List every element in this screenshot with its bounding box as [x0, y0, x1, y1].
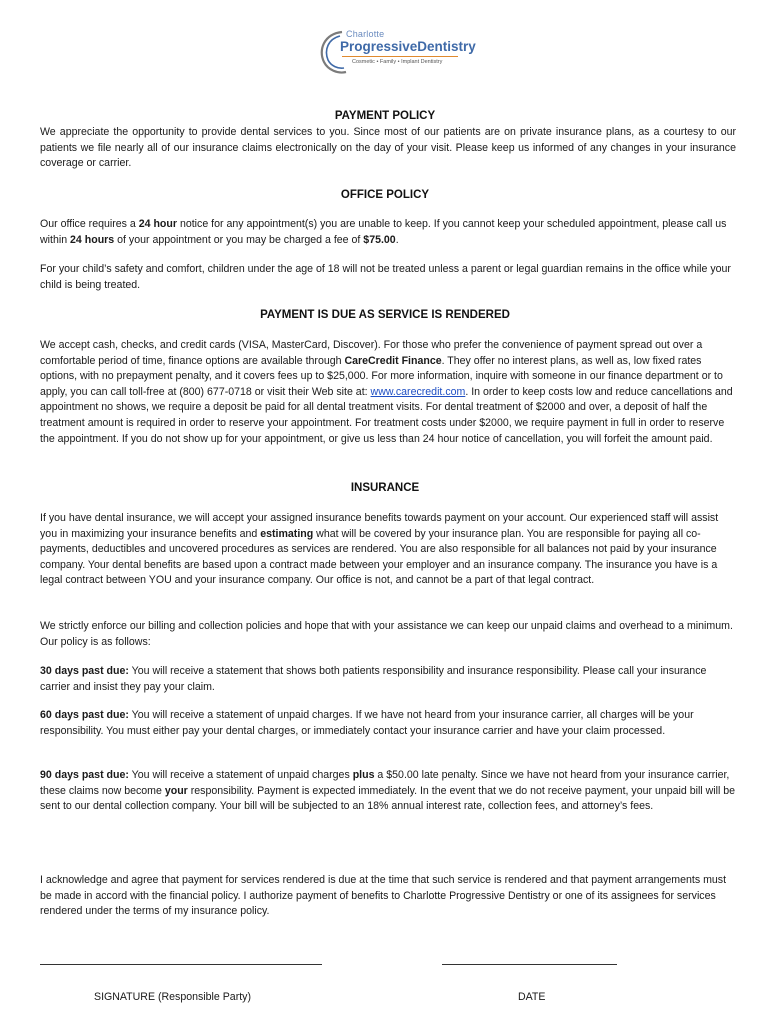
past-due-30-text: 30 days past due: You will receive a statement that shows both patients responsibility and insurance responsibility. Please call your insurance carrier and insist they pay your claim. — [40, 665, 707, 693]
past-due-90-text: 90 days past due: You will receive a statement of unpaid charges plus a $50.00 late penalty. Since we have not heard from your insurance carrier, these claims now become your responsibility. Payment is expected immediately. In the event that we do not receive payment, your unpaid bill will be sent to our dental collection company. Your bill will be subjected to an 18% annual interest rate, collection fees, and attorney’s fees. — [40, 769, 736, 813]
date-label: DATE — [518, 991, 546, 1003]
insurance-heading: INSURANCE — [350, 482, 420, 494]
past-due-60-text: 60 days past due: You will receive a statement of unpaid charges. If we have not heard from your insurance carrier, all charges will be your responsibility. You must either pay your dental charges, or immediately contact your insurance carrier and have your claim processed. — [40, 709, 694, 737]
carecredit-link[interactable]: www.carecredit.com — [370, 385, 466, 398]
collection-policy-text: We strictly enforce our billing and collection policies and hope that with your assistance we can keep our unpaid claims and overhead to a minimum. Our policy is as follows: — [40, 620, 733, 648]
signature-label: SIGNATURE (Responsible Party) — [94, 991, 251, 1003]
payment-due-heading: PAYMENT IS DUE AS SERVICE IS RENDERED — [260, 309, 510, 321]
logo-practice-name: ProgressiveDentistry — [340, 39, 476, 54]
logo-city-text: Charlotte — [346, 29, 385, 39]
signature-line[interactable] — [40, 963, 322, 965]
payment-policy-heading: PAYMENT POLICY — [334, 110, 436, 122]
practice-logo — [316, 28, 476, 76]
date-line[interactable] — [442, 963, 617, 965]
office-policy-children: For your child’s safety and comfort, children under the age of 18 will not be treated unless a parent or legal guardian remains in the office while your child is being treated. — [40, 263, 731, 291]
payment-due-text: We accept cash, checks, and credit cards (VISA, MasterCard, Discover). For those who prefer the convenience of payment spread out over a comfortable period of time, finance options are available through CareCredit Finance. They offer no interest plans, as well as, low fixed rates options, with no prepayment penalty, and it covers fees up to $25,000. For more information, inquire with someone in our finance department or to apply, you can call toll-free at (800) 677-0718 or visit their Web site at: www.carecredit.com. In order to keep costs low and reduce cancellations and appointment no shows, we require a deposit be paid for all dental treatment visits. For dental treatment of $2000 and over, a deposit of half the treatment amount is required in order to reserve your appointment. For treatment costs under $2000, we require payment in full in order to reserve the appointment. If you do not show up for your appointment, or give us less than 24 hour notice of cancellation, you will forfeit the amount paid. — [40, 339, 733, 445]
payment-policy-text: We appreciate the opportunity to provide dental services to you. Since most of our patients are on private insurance plans, as a courtesy to our patients we file nearly all of our insurance claims electronically on the day of your visit. Please keep us informed of any changes in your insurance coverage or carrier. — [40, 126, 736, 170]
insurance-text: If you have dental insurance, we will accept your assigned insurance benefits towards payment on your account. Our experienced staff will assist you in maximizing your insurance benefits and estimating what will be covered by your insurance plan. You are responsible for paying all co-payments, deductibles and uncovered procedures as services are rendered. You are also responsible for all balances not paid by your insurance company. Your dental benefits are based upon a contract made between your employer and an insurance company. The insurance you have is a legal contract between YOU and your insurance company. Our office is not, and cannot be a part of that legal contract. — [40, 512, 719, 587]
office-policy-notice: Our office requires a 24 hour notice for any appointment(s) you are unable to keep. If you cannot keep your scheduled appointment, please call us within 24 hours of your appointment or you may be charged a fee of $75.00. — [40, 218, 727, 246]
logo-divider — [342, 56, 458, 57]
office-policy-heading: OFFICE POLICY — [340, 189, 430, 201]
acknowledgement-text: I acknowledge and agree that payment for services rendered is due at the time that such service is rendered and that payment arrangements must be made in accord with the financial policy. I authorize payment of benefits to Charlotte Progressive Dentistry or one of its assignees for services rendered under the terms of my insurance policy. — [40, 874, 727, 918]
logo-tagline: Cosmetic • Family • Implant Dentistry — [352, 59, 443, 65]
